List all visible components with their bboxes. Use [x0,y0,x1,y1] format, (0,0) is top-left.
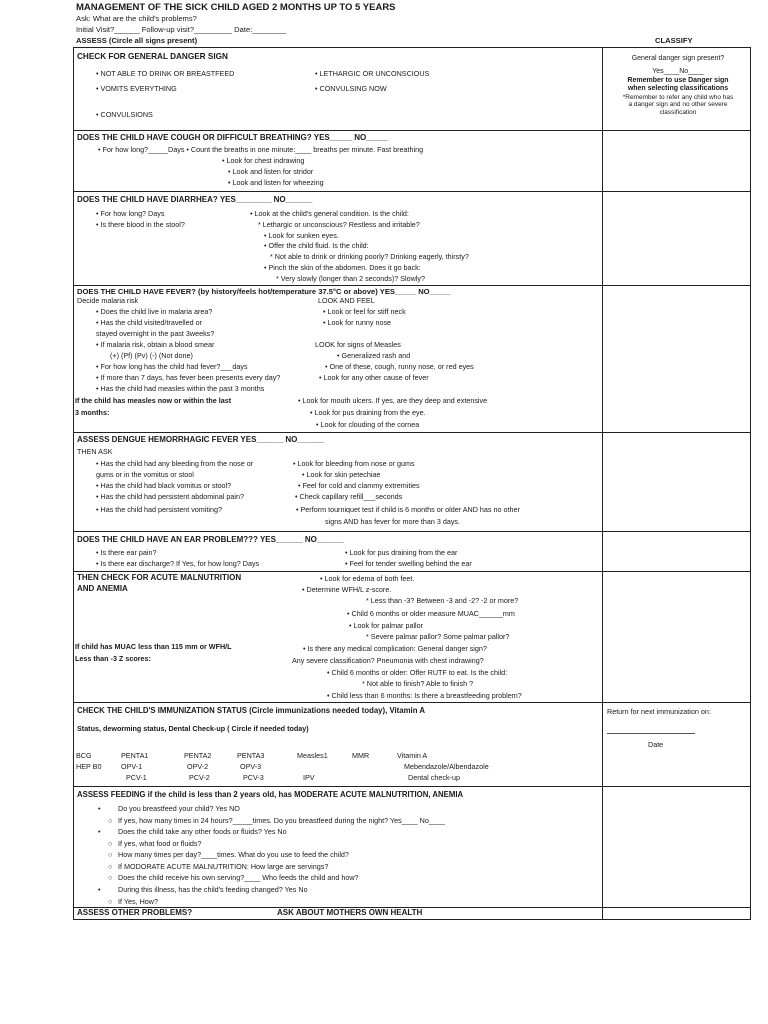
cough-line: • Look and listen for stridor [228,167,314,176]
dengue-title: ASSESS DENGUE HEMORRHAGIC FEVER YES______ NO______ [77,435,325,444]
danger-classify-line: General danger sign present? [631,55,725,62]
ear-right: • Feel for tender swelling behind the ear [345,559,472,568]
immunization-date: Date [648,740,664,749]
ask-problems: Ask: What are the child's problems? [76,14,197,23]
fever-left: stayed overnight in the past 3weeks? [96,329,215,338]
diarrhea-right: * Not able to drink or drinking poorly? Drinking eagerly, thirsty? [270,252,469,261]
ear-right: • Look for pus draining from the ear [345,548,458,557]
diarrhea-right: • Offer the child fluid. Is the child: [264,241,369,250]
feeding-question: Do you breastfeed your child? Yes NO [118,804,240,813]
vaccine-item: PCV-1 [126,773,147,782]
malnutrition-right: • Determine WFH/L z-score. [302,585,392,594]
dengue-left: gums or in the vomitus or stool [96,470,194,479]
vaccine-item: PENTA3 [237,751,265,760]
malnutrition-left: Less than -3 Z scores: [75,654,151,663]
table-middle-border [602,47,603,920]
fever-left: • For how long has the child had fever?___days [96,362,248,371]
danger-classify-line: a danger sign and no other severe [628,101,728,109]
danger-classify-line: classification [659,109,697,117]
feeding-question: If MODORATE ACUTE MALNUTRITION: How large are servings? [118,862,329,871]
sub-bullet-icon: ○ [108,862,113,871]
fever-look-feel: LOOK AND FEEL [318,296,375,305]
immunization-title: CHECK THE CHILD'S IMMUNIZATION STATUS (Circle immunizations needed today), Vitamin A [77,706,425,715]
danger-item: • VOMITS EVERYTHING [96,84,177,93]
sub-bullet-icon: ○ [108,816,113,825]
row-divider [73,130,751,131]
vaccine-item: HEP B0 [76,762,102,771]
diarrhea-right: • Look at the child's general condition. Is the child: [250,209,409,218]
dengue-left: • Has the child had persistent abdominal pain? [96,492,244,501]
immunization-status: Status, deworming status, Dental Check-up ( Circle if needed today) [77,724,309,733]
fever-left: (+) (Pf) (Pv) (-) (Not done) [110,351,193,360]
return-date-line [607,733,695,734]
row-divider [73,702,751,703]
classify-heading: CLASSIFY [655,36,693,45]
malnutrition-right: • Look for edema of both feet. [320,574,415,583]
feeding-question: Does the child take any other foods or fluids? Yes No [118,827,287,836]
row-divider [73,531,751,532]
malnutrition-right: • Child 6 months or older: Offer RUTF to eat. Is the child: [327,668,508,677]
dengue-left: • Has the child had black vomitus or stool? [96,481,232,490]
vaccine-item: OPV-3 [240,762,262,771]
ear-title: DOES THE CHILD HAVE AN EAR PROBLEM??? YES______ NO______ [77,535,344,544]
vaccine-item: OPV-2 [187,762,209,771]
fever-decide: Decide malaria risk [77,296,139,305]
malnutrition-right: Any severe classification? Pneumonia with chest indrawing? [292,656,484,665]
other-problems: ASSESS OTHER PROBLEMS? [77,908,193,917]
form-title: MANAGEMENT OF THE SICK CHILD AGED 2 MONTHS UP TO 5 YEARS [76,2,396,13]
fever-right: • Look for clouding of the cornea [316,420,420,429]
danger-title: CHECK FOR GENERAL DANGER SIGN [77,52,228,61]
danger-item: • LETHARGIC OR UNCONSCIOUS [315,69,430,78]
dengue-right: • Perform tourniquet test if child is 6 months or older AND has no other [296,505,520,514]
row-divider [73,285,751,286]
vaccine-item: IPV [303,773,315,782]
row-divider [73,432,751,433]
bullet-icon: • [98,804,101,813]
bullet-icon: • [98,885,101,894]
fever-right: • Generalized rash and [337,351,411,360]
vaccine-item: PCV-2 [189,773,210,782]
fever-left: • Has the child had measles within the past 3 months [96,384,265,393]
fever-right: LOOK for signs of Measles [315,340,401,349]
fever-left: 3 months: [75,408,110,417]
dengue-left: • Has the child had any bleeding from the nose or [96,459,254,468]
cough-line: • Look for chest indrawing [222,156,305,165]
sub-bullet-icon: ○ [108,850,113,859]
dengue-right: • Look for skin petechiae [302,470,381,479]
row-divider [73,919,751,920]
malnutrition-right: * Severe palmar pallor? Some palmar pallor? [366,632,510,641]
dengue-right: • Check capillary refill___seconds [295,492,403,501]
feeding-question: If Yes, How? [118,897,158,906]
diarrhea-right: * Lethargic or unconscious? Restless and irritable? [258,220,420,229]
malnutrition-left: If child has MUAC less than 115 mm or WFH/L [75,642,232,651]
bullet-icon: • [98,827,101,836]
danger-item: • CONVULSING NOW [315,84,387,93]
vaccine-item: PENTA2 [184,751,212,760]
danger-item: • NOT ABLE TO DRINK OR BREASTFEED [96,69,235,78]
diarrhea-left: • Is there blood in the stool? [96,220,185,229]
fever-right: • Look for runny nose [323,318,392,327]
malnutrition-title: AND ANEMIA [77,584,128,593]
vaccine-item: MMR [352,751,370,760]
diarrhea-title: DOES THE CHILD HAVE DIARRHEA? YES________ NO______ [77,195,313,204]
vaccine-item: PCV-3 [243,773,264,782]
row-divider [73,191,751,192]
feeding-title: ASSESS FEEDING if the child is less than 2 years old, has MODERATE ACUTE MALNUTRITION, ANEMIA [77,790,464,799]
vaccine-item: BCG [76,751,92,760]
sub-bullet-icon: ○ [108,897,113,906]
diarrhea-right: • Look for sunken eyes. [264,231,339,240]
table-left-border [73,47,74,920]
vaccine-item: Measles1 [297,751,328,760]
danger-classify [605,55,751,117]
row-divider [73,786,751,787]
fever-right: • Look for any other cause of fever [319,373,429,382]
feeding-question: If yes, what food or fluids? [118,839,202,848]
diarrhea-left: • For how long? Days [96,209,165,218]
vaccine-item: OPV-1 [121,762,143,771]
fever-right: • Look or feel for stiff neck [323,307,406,316]
row-divider [73,47,751,48]
malnutrition-title: THEN CHECK FOR ACUTE MALNUTRITION [77,573,242,582]
fever-left: • If more than 7 days, has fever been presents every day? [96,373,281,382]
feeding-question: During this illness, has the child's feeding changed? Yes No [118,885,308,894]
fever-left: • Does the child live in malaria area? [96,307,213,316]
immunization-return: Return for next immunization on: [607,707,711,716]
diarrhea-right: • Pinch the skin of the abdomen. Does it go back: [264,263,421,272]
vaccine-item: Mebendazole/Albendazole [404,762,489,771]
dengue-right: • Feel for cold and clammy extremities [298,481,420,490]
dengue-left: • Has the child had persistent vomiting? [96,505,222,514]
fever-right: • Look for mouth ulcers. If yes, are they deep and extensive [298,396,488,405]
danger-item: • CONVULSIONS [96,110,153,119]
ear-left: • Is there ear discharge? If Yes, for how long? Days [96,559,260,568]
fever-right: • Look for pus draining from the eye. [310,408,426,417]
fever-left: • If malaria risk, obtain a blood smear [96,340,215,349]
malnutrition-right: • Child 6 months or older measure MUAC______mm [347,609,515,618]
vaccine-item: Dental check-up [408,773,460,782]
diarrhea-right: * Very slowly (longer than 2 seconds)? Slowly? [276,274,426,283]
mother-health: ASK ABOUT MOTHERS OWN HEALTH [277,908,423,917]
dengue-right: signs AND has fever for more than 3 days. [325,517,461,526]
danger-classify-line: Yes____No____ [652,68,704,76]
sub-bullet-icon: ○ [108,873,113,882]
dengue-right: • Look for bleeding from nose or gums [293,459,415,468]
feeding-question: How many times per day?____times. What do you use to feed the child? [118,850,349,859]
malnutrition-right: • Look for palmar pallor [349,621,424,630]
sub-bullet-icon: ○ [108,839,113,848]
malnutrition-right: * Not able to finish? Able to finish ? [362,679,474,688]
fever-left: If the child has measles now or within the last [75,396,232,405]
fever-left: • Has the child visited/travelled or [96,318,202,327]
ear-left: • Is there ear pain? [96,548,157,557]
vaccine-item: Vitamin A [397,751,428,760]
malnutrition-right: • Is there any medical complication: General danger sign? [303,644,487,653]
table-right-border [750,47,751,920]
fever-title: DOES THE CHILD HAVE FEVER? (by history/feels hot/temperature 37.5°C or above) YES_____ NO_____ [77,287,451,296]
malnutrition-right: • Child less than 6 months: Is there a breastfeeding problem? [327,691,522,700]
feeding-question: Does the child receive his own serving?____ Who feeds the child and how? [118,873,359,882]
cough-line: • Look and listen for wheezing [228,178,324,187]
malnutrition-right: * Less than -3? Between -3 and -2? -2 or more? [366,596,519,605]
cough-title: DOES THE CHILD HAVE COUGH OR DIFFICULT BREATHING? YES_____ NO_____ [77,133,389,142]
feeding-question: If yes, how many times in 24 hours?_____times. Do you breastfeed during the night? Yes____ No____ [118,816,445,825]
visit-line: Initial Visit?______ Follow-up visit?_________ Date:________ [76,25,287,34]
row-divider [73,571,751,572]
danger-classify-line: when selecting classifications [627,85,729,93]
danger-classify-line: *Remember to refer any child who has [622,93,734,101]
vaccine-item: PENTA1 [121,751,149,760]
assess-heading: ASSESS (Circle all signs present) [76,36,198,45]
dengue-then-ask: THEN ASK [77,447,113,456]
danger-classify-line: Remember to use Danger sign [627,76,729,84]
fever-right: • One of these, cough, runny nose, or red eyes [325,362,474,371]
cough-line: • For how long?_____Days • Count the breaths in one minute:____ breaths per minute. Fast breathing [98,145,424,154]
